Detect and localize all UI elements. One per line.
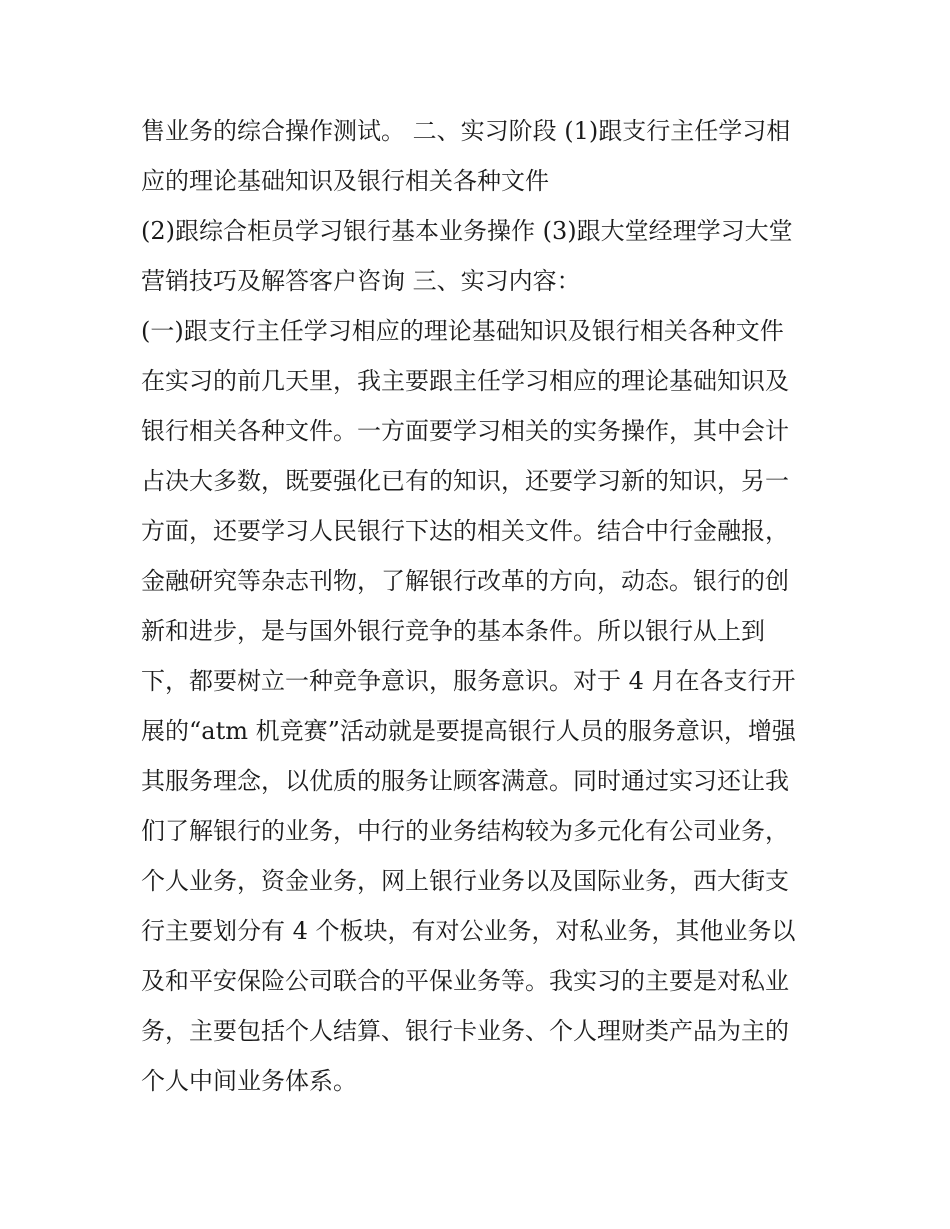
body-text [141, 106, 821, 1106]
text-line: 行主要划分有 4 个板块，有对公业务，对私业务，其他业务以 [141, 917, 796, 945]
text-line: 方面，还要学习人民银行下达的相关文件。结合中行金融报， [141, 517, 789, 545]
text-line: 金融研究等杂志刊物，了解银行改革的方向，动态。银行的创 [141, 567, 789, 595]
text-line: 展的“atm 机竞赛”活动就是要提高银行人员的服务意识，增强 [141, 717, 796, 745]
text-line: 营销技巧及解答客户咨询 三、实习内容： [141, 267, 581, 295]
text-line: 占决大多数，既要强化已有的知识，还要学习新的知识，另一 [141, 467, 789, 495]
text-line: 新和进步，是与国外银行竞争的基本条件。所以银行从上到 [141, 617, 765, 645]
text-line: 银行相关各种文件。一方面要学习相关的实务操作，其中会计 [141, 417, 789, 445]
text-line: 其服务理念，以优质的服务让顾客满意。同时通过实习还让我 [141, 767, 789, 795]
text-line: 下，都要树立一种竞争意识，服务意识。对于 4 月在各支行开 [141, 667, 796, 695]
text-line: 务，主要包括个人结算、银行卡业务、个人理财类产品为主的 [141, 1017, 789, 1045]
text-line: (一)跟支行主任学习相应的理论基础知识及银行相关各种文件 [141, 317, 784, 345]
text-line: (2)跟综合柜员学习银行基本业务操作 (3)跟大堂经理学习大堂 [141, 217, 793, 245]
text-line: 个人业务，资金业务，网上银行业务以及国际业务，西大街支 [141, 867, 789, 895]
text-line: 个人中间业务体系。 [141, 1067, 357, 1095]
text-line: 在实习的前几天里，我主要跟主任学习相应的理论基础知识及 [141, 367, 789, 395]
text-line: 们了解银行的业务，中行的业务结构较为多元化有公司业务， [141, 817, 789, 845]
text-line: 及和平安保险公司联合的平保业务等。我实习的主要是对私业 [141, 967, 789, 995]
text-line: 应的理论基础知识及银行相关各种文件 [141, 167, 549, 195]
text-line: 售业务的综合操作测试。 二、实习阶段 (1)跟支行主任学习相 [141, 117, 791, 145]
